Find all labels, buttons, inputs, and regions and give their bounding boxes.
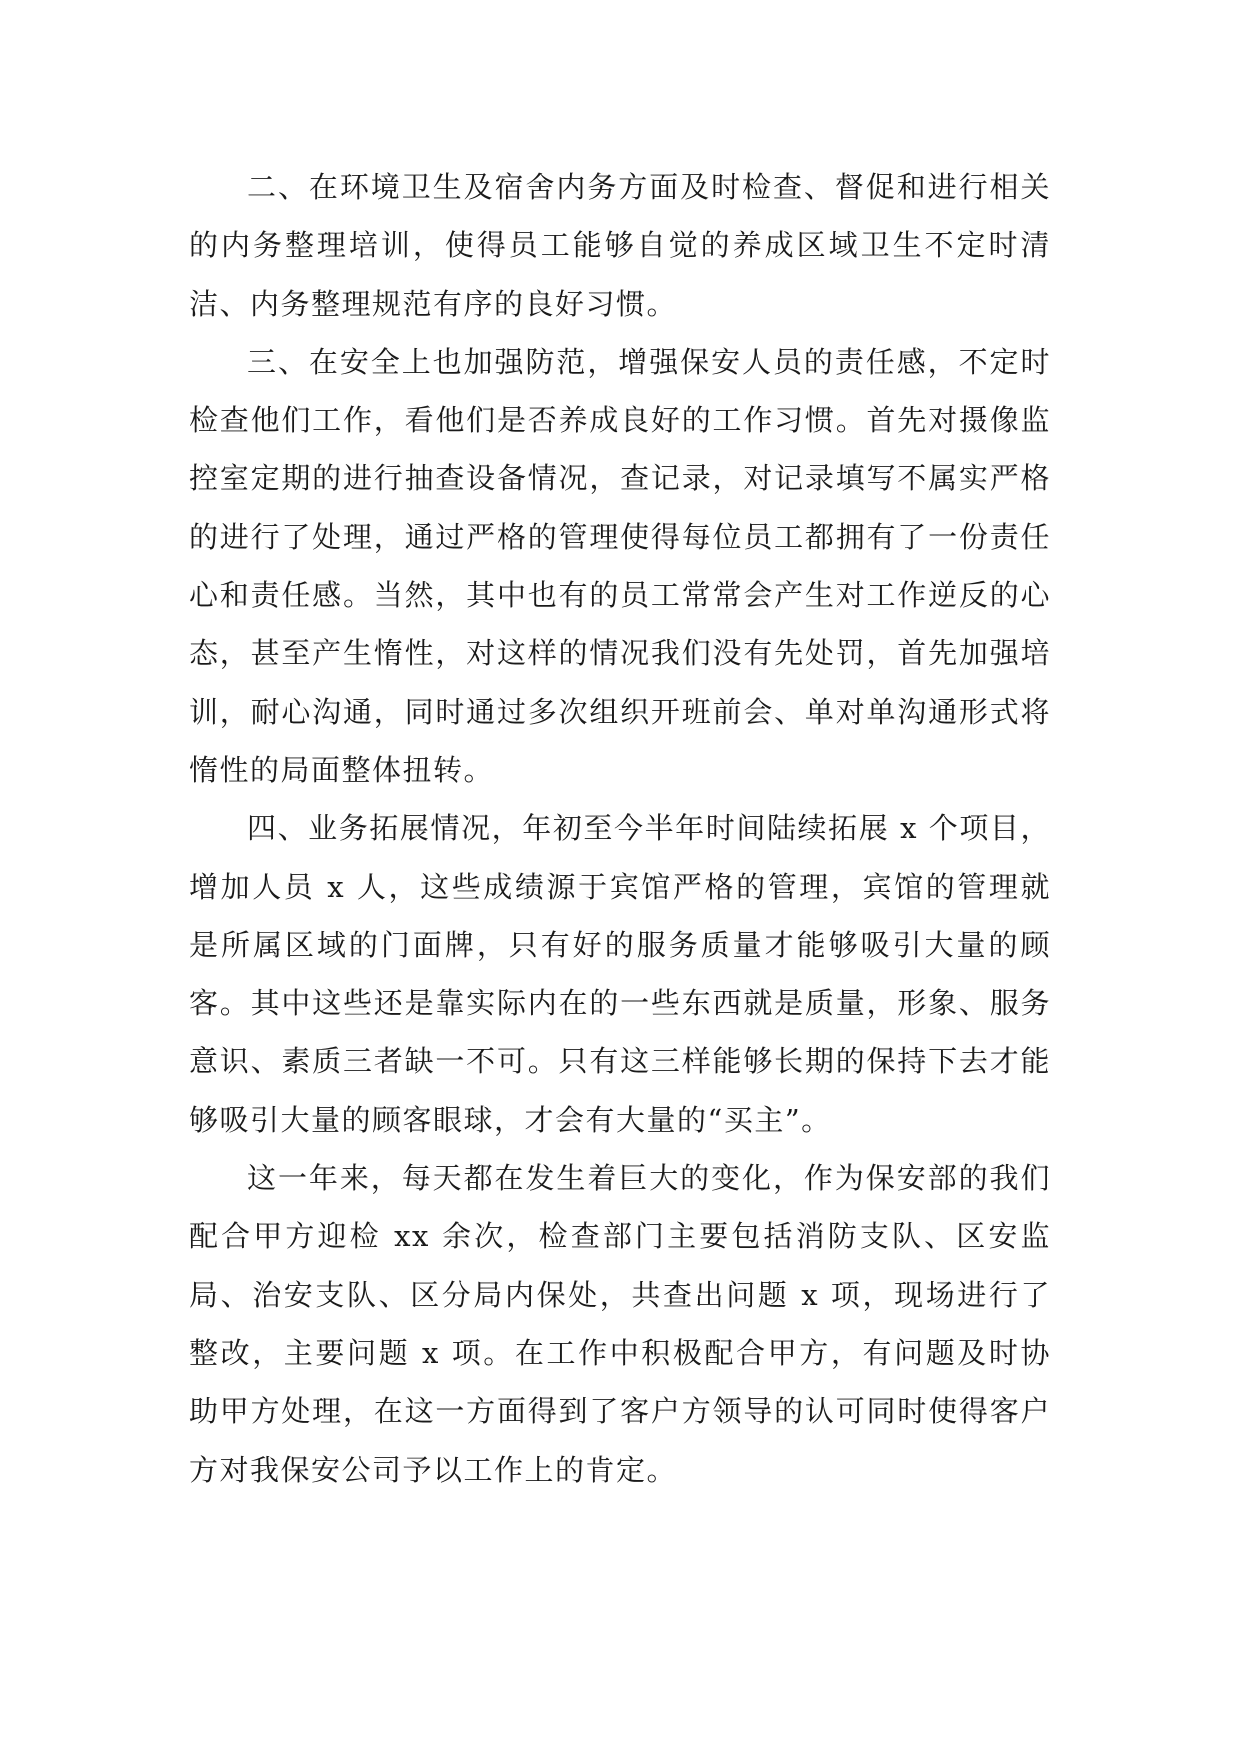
paragraph-security: 三、在安全上也加强防范，增强保安人员的责任感，不定时检查他们工作，看他们是否养成良好的工作习惯。首先对摄像监控室定期的进行抽查设备情况，查记录，对记录填写不属实严格的进行了处理，通过严格的管理使得每位员工都拥有了一份责任心和责任感。当然，其中也有的员工常常会产生对工作逆反的心态，甚至产生惰性，对这样的情况我们没有先处罚，首先加强培训，耐心沟通，同时通过多次组织开班前会、单对单沟通形式将惰性的局面整体扭转。 xyxy=(189,344,1051,787)
paragraph-environment-hygiene: 二、在环境卫生及宿舍内务方面及时检查、督促和进行相关的内务整理培训，使得员工能够自觉的养成区域卫生不定时清洁、内务整理规范有序的良好习惯。 xyxy=(189,170,1051,321)
paragraph-business-expansion: 四、业务拓展情况，年初至今半年时间陆续拓展 x 个项目，增加人员 x 人，这些成绩源于宾馆严格的管理，宾馆的管理就是所属区域的门面牌，只有好的服务质量才能够吸引大量的顾客。其中这些还是靠实际内在的一些东西就是质量，形象、服务意识、素质三者缺一不可。只有这三样能够长期的保持下去才能够吸引大量的顾客眼球，才会有大量的“买主”。 xyxy=(189,811,1051,1137)
paragraph-inspections: 这一年来，每天都在发生着巨大的变化，作为保安部的我们配合甲方迎检 xx 余次，检查部门主要包括消防支队、区安监局、治安支队、区分局内保处，共查出问题 x 项，现场进行了整改，主要问题 x 项。在工作中积极配合甲方，有问题及时协助甲方处理，在这一方面得到了客户方领导的认可同时使得客户方对我保安公司予以工作上的肯定。 xyxy=(189,1161,1051,1487)
document-body xyxy=(189,158,1051,1499)
